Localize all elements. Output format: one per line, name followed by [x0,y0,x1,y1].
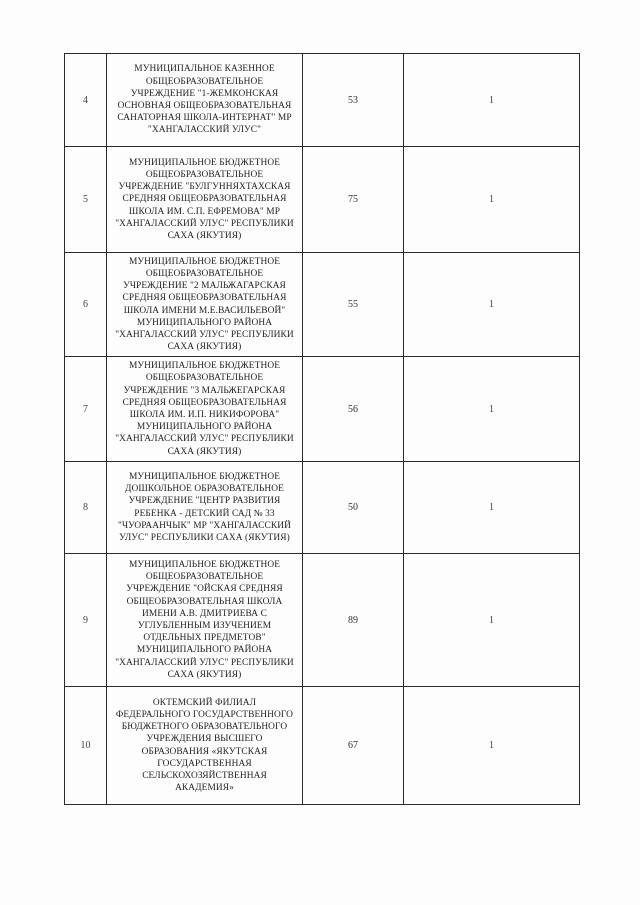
row-number: 10 [65,687,107,805]
row-number: 4 [65,54,107,147]
value-cell: 1 [404,54,580,147]
institution-name [107,462,303,554]
row-number: 5 [65,147,107,253]
table-row [65,687,580,805]
table-row [65,253,580,357]
row-number: 7 [65,357,107,462]
institution-name-text: МУНИЦИПАЛЬНОЕ БЮДЖЕТНОЕ ОБЩЕОБРАЗОВАТЕЛЬНОЕ УЧРЕЖДЕНИЕ "2 МАЛЬЖАГАРСКАЯ СРЕДНЯЯ ОБЩЕОБРАЗОВАТЕЛЬНАЯ ШКОЛА ИМЕНИ М.Е.ВАСИЛЬЕВОЙ" МУНИЦИПАЛЬНОГО РАЙОНА "ХАНГАЛАССКИЙ УЛУС" РЕСПУБЛИКИ САХА (ЯКУТИЯ) [115,256,294,353]
institution-name-text: МУНИЦИПАЛЬНОЕ БЮДЖЕТНОЕ ОБЩЕОБРАЗОВАТЕЛЬНОЕ УЧРЕЖДЕНИЕ "БУЛГУННЯХТАХСКАЯ СРЕДНЯЯ ОБЩЕОБРАЗОВАТЕЛЬНАЯ ШКОЛА ИМ. С.П. ЕФРЕМОВА" МР "ХАНГАЛАССКИЙ УЛУС" РЕСПУБЛИКИ САХА (ЯКУТИЯ) [115,157,294,241]
student-count: 56 [303,357,404,462]
institution-name-text: МУНИЦИПАЛЬНОЕ КАЗЕННОЕ ОБЩЕОБРАЗОВАТЕЛЬНОЕ УЧРЕЖДЕНИЕ "1-ЖЕМКОНСКАЯ ОСНОВНАЯ ОБЩЕОБРАЗОВАТЕЛЬНАЯ САНАТОРНАЯ ШКОЛА-ИНТЕРНАТ" МР "ХАНГАЛАССКИЙ УЛУС" [117,64,292,136]
institutions-table [64,53,580,805]
value-cell: 1 [404,253,580,357]
institution-name-text: МУНИЦИПАЛЬНОЕ БЮДЖЕТНОЕ ОБЩЕОБРАЗОВАТЕЛЬНОЕ УЧРЕЖДЕНИЕ "3 МАЛЬЖЕГАРСКАЯ СРЕДНЯЯ ОБЩЕОБРАЗОВАТЕЛЬНАЯ ШКОЛА ИМ. И.П. НИКИФОРОВА" МУНИЦИПАЛЬНОГО РАЙОНА "ХАНГАЛАССКИЙ УЛУС" РЕСПУБЛИКИ САХА (ЯКУТИЯ) [115,361,294,457]
institution-name-text: ОКТЕМСКИЙ ФИЛИАЛ ФЕДЕРАЛЬНОГО ГОСУДАРСТВЕННОГО БЮДЖЕТНОГО ОБРАЗОВАТЕЛЬНОГО УЧРЕЖДЕНИЯ ВЫСШЕГО ОБРАЗОВАНИЯ «ЯКУТСКАЯ ГОСУДАРСТВЕННАЯ СЕЛЬСКОХОЗЯЙСТВЕННАЯ АКАДЕМИЯ» [115,697,294,794]
institution-name-text: МУНИЦИПАЛЬНОЕ БЮДЖЕТНОЕ ОБЩЕОБРАЗОВАТЕЛЬНОЕ УЧРЕЖДЕНИЕ "ОЙСКАЯ СРЕДНЯЯ ОБЩЕОБРАЗОВАТЕЛЬНАЯ ШКОЛА ИМЕНИ А.В. ДМИТРИЕВА С УГЛУБЛЕННЫМ ИЗУЧЕНИЕМ ОТДЕЛЬНЫХ ПРЕДМЕТОВ" МУНИЦИПАЛЬНОГО РАЙОНА "ХАНГАЛАССКИЙ УЛУС" РЕСПУБЛИКИ САХА (ЯКУТИЯ) [115,559,294,680]
row-number: 8 [65,462,107,554]
institution-name [107,554,303,687]
institution-name-text: МУНИЦИПАЛЬНОЕ БЮДЖЕТНОЕ ДОШКОЛЬНОЕ ОБРАЗОВАТЕЛЬНОЕ УЧРЕЖДЕНИЕ "ЦЕНТР РАЗВИТИЯ РЕБЕНКА - ДЕТСКИЙ САД № 33 "ЧУОРААНЧЫК" МР "ХАНГАЛАССКИЙ УЛУС" РЕСПУБЛИКИ САХА (ЯКУТИЯ) [118,471,291,543]
institution-name [107,54,303,147]
student-count: 50 [303,462,404,554]
student-count: 67 [303,687,404,805]
student-count: 75 [303,147,404,253]
table-row [65,554,580,687]
value-cell: 1 [404,687,580,805]
table-row [65,147,580,253]
student-count: 53 [303,54,404,147]
row-number: 9 [65,554,107,687]
table-row [65,357,580,462]
student-count: 55 [303,253,404,357]
row-number: 6 [65,253,107,357]
institution-name [107,687,303,805]
institution-name [107,147,303,253]
value-cell: 1 [404,462,580,554]
value-cell: 1 [404,357,580,462]
institution-name [107,253,303,357]
value-cell: 1 [404,554,580,687]
institution-name [107,357,303,462]
table-row [65,462,580,554]
value-cell: 1 [404,147,580,253]
student-count: 89 [303,554,404,687]
table-row [65,54,580,147]
